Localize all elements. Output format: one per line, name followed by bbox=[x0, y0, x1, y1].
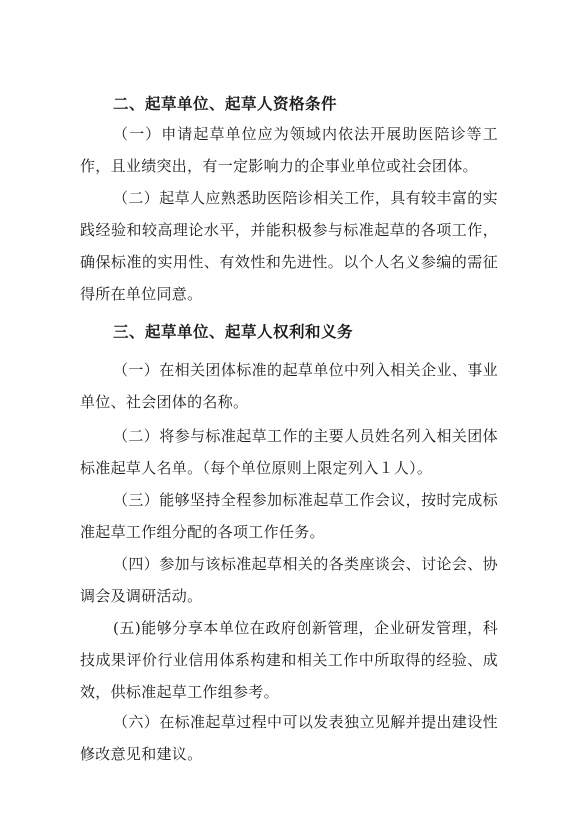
section-3-paragraph-2: （二）将参与标准起草工作的主要人员姓名列入相关团体标准起草人名单。（每个单位原则上限定列入１人）。 bbox=[80, 427, 498, 477]
section-3-heading: 三、起草单位、起草人权利和义务 bbox=[113, 323, 354, 341]
section-2-heading: 二、起草单位、起草人资格条件 bbox=[113, 95, 338, 113]
section-3-paragraph-5: (五)能够分享本单位在政府创新管理，企业研发管理，科技成果评价行业信用体系构建和相关工作中所取得的经验、成效，供标准起草工作组参考。 bbox=[80, 619, 498, 701]
section-3-paragraph-6: （六）在标准起草过程中可以发表独立见解并提出建设性修改意见和建议。 bbox=[80, 713, 498, 763]
section-2-paragraph-1: （一）申请起草单位应为领域内依法开展助医陪诊等工作，且业绩突出，有一定影响力的企事业单位或社会团体。 bbox=[80, 125, 498, 175]
section-2-paragraph-2: （二）起草人应熟悉助医陪诊相关工作，具有较丰富的实践经验和较高理论水平，并能积极参与标准起草的各项工作，确保标准的实用性、有效性和先进性。以个人名义参编的需征得所在单位同意。 bbox=[80, 189, 498, 303]
section-3-paragraph-3: （三）能够坚持全程参加标准起草工作会议，按时完成标准起草工作组分配的各项工作任务。 bbox=[80, 491, 498, 541]
section-3-paragraph-1: （一）在相关团体标准的起草单位中列入相关企业、事业单位、社会团体的名称。 bbox=[80, 361, 498, 411]
section-3-paragraph-4: （四）参加与该标准起草相关的各类座谈会、讨论会、协调会及调研活动。 bbox=[80, 555, 498, 605]
